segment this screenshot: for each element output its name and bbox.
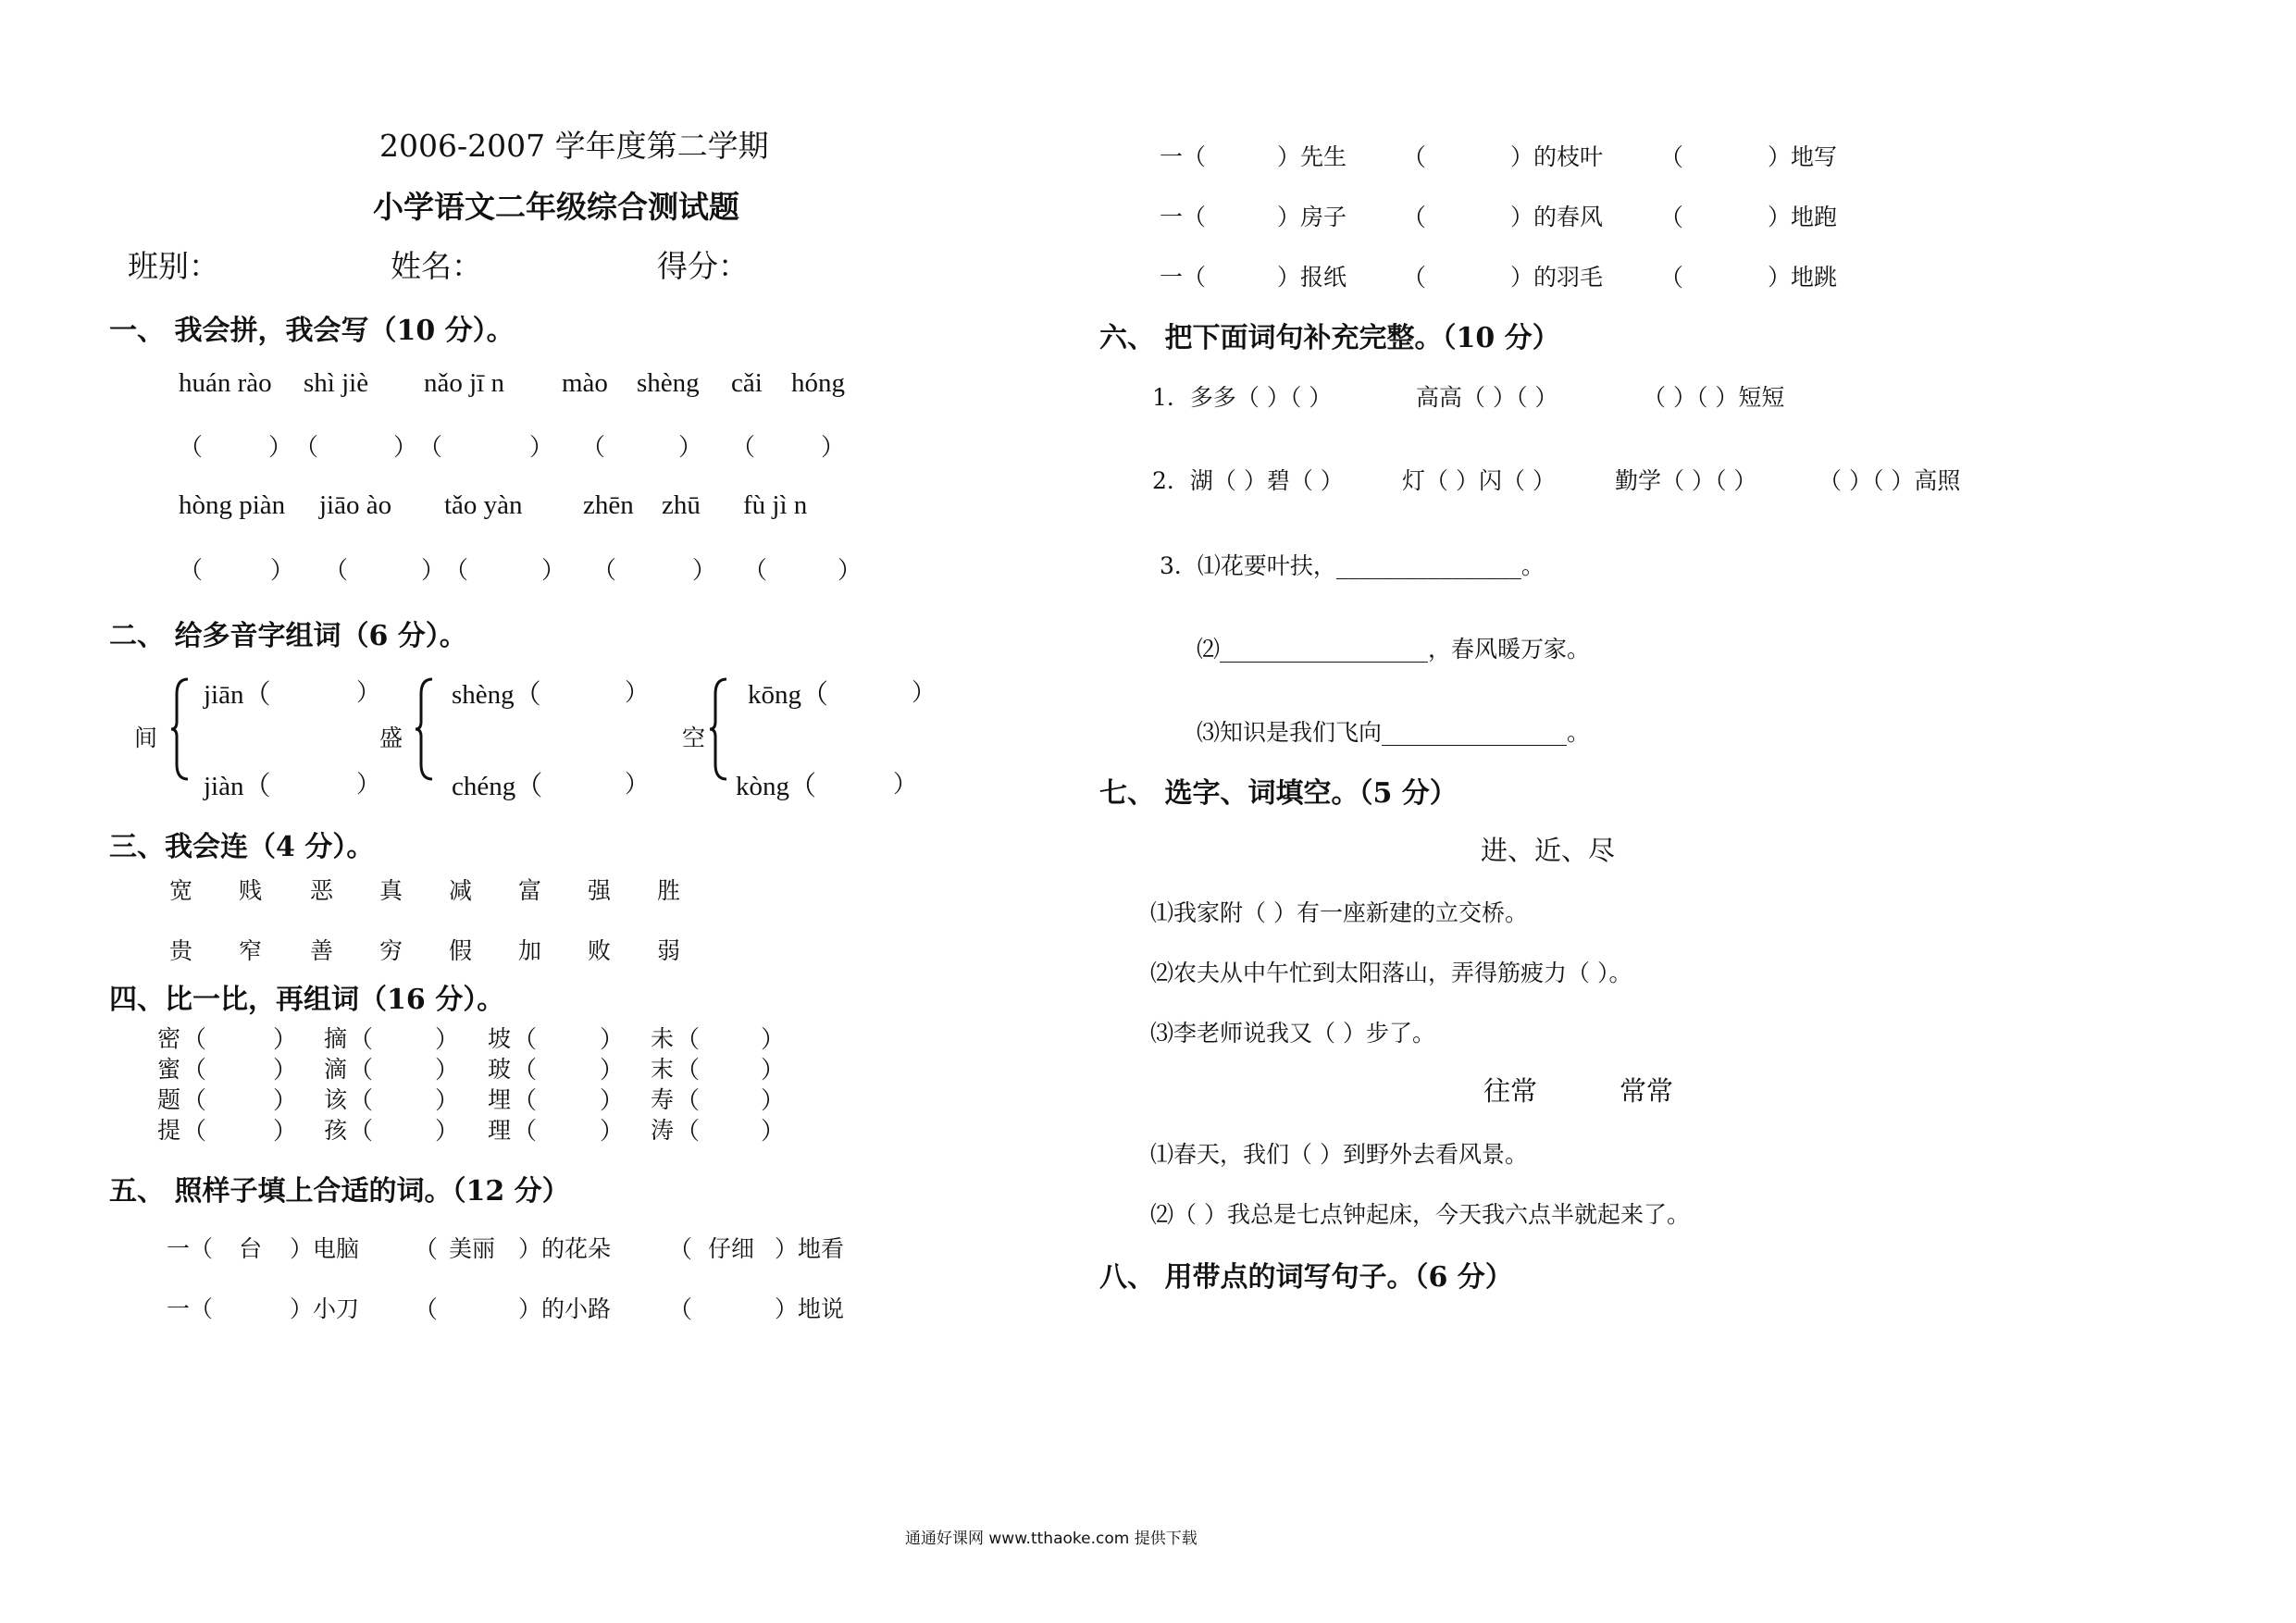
- match-char: 贵: [169, 937, 193, 964]
- section-3-heading: 三、我会连（4 分）。: [109, 831, 375, 863]
- match-char: 败: [588, 937, 612, 964]
- suffix: ）小刀: [290, 1295, 360, 1322]
- match-char: 贱: [239, 877, 263, 904]
- section-4-heading: 四、比一比，再组词（16 分）。: [109, 984, 505, 1016]
- match-char: 富: [518, 877, 542, 904]
- suffix: ）电脑: [290, 1235, 360, 1262]
- pinyin: fù jì n: [743, 490, 808, 520]
- complete-line-2d: （ ）（ ）高照: [1818, 467, 1961, 494]
- suffix: ）地跳: [1768, 264, 1838, 291]
- polyphone-top: jiān（: [204, 680, 271, 710]
- compare-char: 涛: [651, 1117, 675, 1144]
- compare-char: 滴: [324, 1056, 348, 1083]
- pinyin: shèng: [637, 368, 700, 398]
- class-label: 班别：: [128, 248, 219, 284]
- pinyin: zhēn: [583, 490, 634, 520]
- complete-line-2a: 2．湖（ ）碧（ ）: [1152, 467, 1344, 494]
- match-char: 恶: [310, 877, 334, 904]
- prefix: 一（: [167, 1295, 214, 1322]
- section-7-heading: 七、 选字、词填空。（5 分）: [1099, 777, 1458, 810]
- suffix: ）先生: [1277, 143, 1347, 170]
- suffix: ）的羽毛: [1510, 264, 1604, 291]
- example-word: 美丽: [449, 1235, 496, 1262]
- match-char: 真: [379, 877, 403, 904]
- polyphone-top: shèng（: [452, 680, 541, 710]
- pinyin: hóng: [791, 368, 845, 398]
- compare-char: 摘: [324, 1025, 348, 1052]
- match-char: 加: [518, 937, 542, 964]
- compare-char: 埋: [488, 1086, 512, 1113]
- polyphone-char: 盛: [379, 725, 403, 751]
- section-2-heading: 二、 给多音字组词（6 分）。: [109, 620, 467, 652]
- polyphone-bottom: chéng（: [452, 772, 543, 801]
- section-6-heading: 六、 把下面词句补充完整。（10 分）: [1099, 322, 1560, 354]
- compare-char: 坡: [488, 1025, 512, 1052]
- brace-icon: [414, 677, 434, 781]
- match-char: 胜: [657, 877, 681, 904]
- compare-char: 蜜: [157, 1056, 181, 1083]
- pinyin: hòng piàn: [179, 490, 286, 520]
- fill-question-3: ⑶李老师说我又（ ）步了。: [1150, 1020, 1435, 1047]
- compare-char: 玻: [488, 1056, 512, 1083]
- suffix: ）房子: [1277, 204, 1347, 230]
- suffix: ）的枝叶: [1510, 143, 1604, 170]
- complete-line-3: 3．⑴花要叶扶，________________。: [1160, 552, 1545, 579]
- suffix: ）的春风: [1510, 204, 1604, 230]
- prefix: 一（: [1160, 204, 1207, 230]
- exam-title: 小学语文二年级综合测试题: [373, 189, 739, 225]
- match-char: 强: [588, 877, 612, 904]
- section-1-heading: 一、 我会拼，我会写（10 分）。: [109, 315, 515, 347]
- prefix: 一（: [167, 1235, 214, 1262]
- compare-char: 末: [651, 1056, 675, 1083]
- match-char: 穷: [379, 937, 403, 964]
- brace-icon: [169, 677, 190, 781]
- complete-line-1b: 高高（ ）（ ）: [1416, 384, 1558, 411]
- match-char: 假: [449, 937, 473, 964]
- pinyin: jiāo ào: [319, 490, 392, 520]
- name-label: 姓名：: [391, 248, 482, 284]
- fill-question-4: ⑴春天，我们（ ）到野外去看风景。: [1150, 1141, 1528, 1168]
- match-char: 宽: [169, 877, 193, 904]
- compare-char: 题: [157, 1086, 181, 1113]
- compare-char: 寿: [651, 1086, 675, 1113]
- suffix: ）的花朵: [518, 1235, 612, 1262]
- match-char: 减: [449, 877, 473, 904]
- fill-question-5: ⑵（ ）我总是七点钟起床，今天我六点半就起来了。: [1150, 1201, 1690, 1228]
- suffix: ）地写: [1768, 143, 1838, 170]
- section-5-heading: 五、 照样子填上合适的词。（12 分）: [109, 1175, 570, 1208]
- polyphone-char: 空: [682, 725, 706, 751]
- complete-line-1a: 1．多多（ ）（ ）: [1152, 384, 1333, 411]
- suffix: ）地说: [775, 1295, 845, 1322]
- exam-year: 2006-2007 学年度第二学期: [379, 128, 769, 164]
- score-label: 得分：: [657, 248, 749, 284]
- complete-line-5: ⑶知识是我们飞向________________。: [1197, 719, 1591, 746]
- pinyin: huán rào: [179, 368, 272, 398]
- compare-char: 提: [157, 1117, 181, 1144]
- polyphone-char: 间: [134, 725, 158, 751]
- suffix: ）报纸: [1277, 264, 1347, 291]
- polyphone-bottom: kòng（: [736, 772, 817, 801]
- pinyin: shì jiè: [304, 368, 369, 398]
- footer-credit: 通通好课网 www.tthaoke.com 提供下载: [905, 1530, 1198, 1548]
- polyphone-top: kōng（: [748, 680, 829, 710]
- suffix: ）的小路: [518, 1295, 612, 1322]
- choice-word-a: 往常: [1483, 1075, 1538, 1107]
- prefix: 一（: [1160, 143, 1207, 170]
- match-char: 窄: [239, 937, 263, 964]
- brace-icon: [708, 677, 728, 781]
- complete-line-2c: 勤学（ ）（ ）: [1615, 467, 1757, 494]
- match-char: 善: [310, 937, 334, 964]
- section-8-heading: 八、 用带点的词写句子。（6 分）: [1099, 1261, 1513, 1294]
- suffix: ）地看: [775, 1235, 845, 1262]
- fill-question-1: ⑴我家附（ ）有一座新建的立交桥。: [1150, 899, 1528, 926]
- pinyin: zhū: [662, 490, 701, 520]
- example-word: 仔细: [708, 1235, 755, 1262]
- example-word: 台: [239, 1235, 263, 1262]
- compare-char: 该: [324, 1086, 348, 1113]
- match-char: 弱: [657, 937, 681, 964]
- pinyin: tǎo yàn: [444, 490, 523, 520]
- polyphone-bottom: jiàn（: [204, 772, 271, 801]
- pinyin: cǎi: [731, 368, 763, 398]
- choice-word-b: 常常: [1620, 1075, 1674, 1107]
- complete-line-4: ⑵__________________，春风暖万家。: [1197, 636, 1591, 663]
- fill-question-2: ⑵农夫从中午忙到太阳落山，弄得筋疲力（ ）。: [1150, 960, 1632, 986]
- compare-char: 密: [157, 1025, 181, 1052]
- complete-line-1c: （ ）（ ）短短: [1643, 384, 1785, 411]
- compare-char: 理: [488, 1117, 512, 1144]
- pinyin: nǎo jī n: [424, 368, 504, 398]
- compare-char: 孩: [324, 1117, 348, 1144]
- suffix: ）地跑: [1768, 204, 1838, 230]
- choice-chars: 进、近、尽: [1481, 835, 1616, 866]
- pinyin: mào: [562, 368, 608, 398]
- compare-char: 未: [651, 1025, 675, 1052]
- prefix: 一（: [1160, 264, 1207, 291]
- complete-line-2b: 灯（ ）闪（ ）: [1402, 467, 1556, 494]
